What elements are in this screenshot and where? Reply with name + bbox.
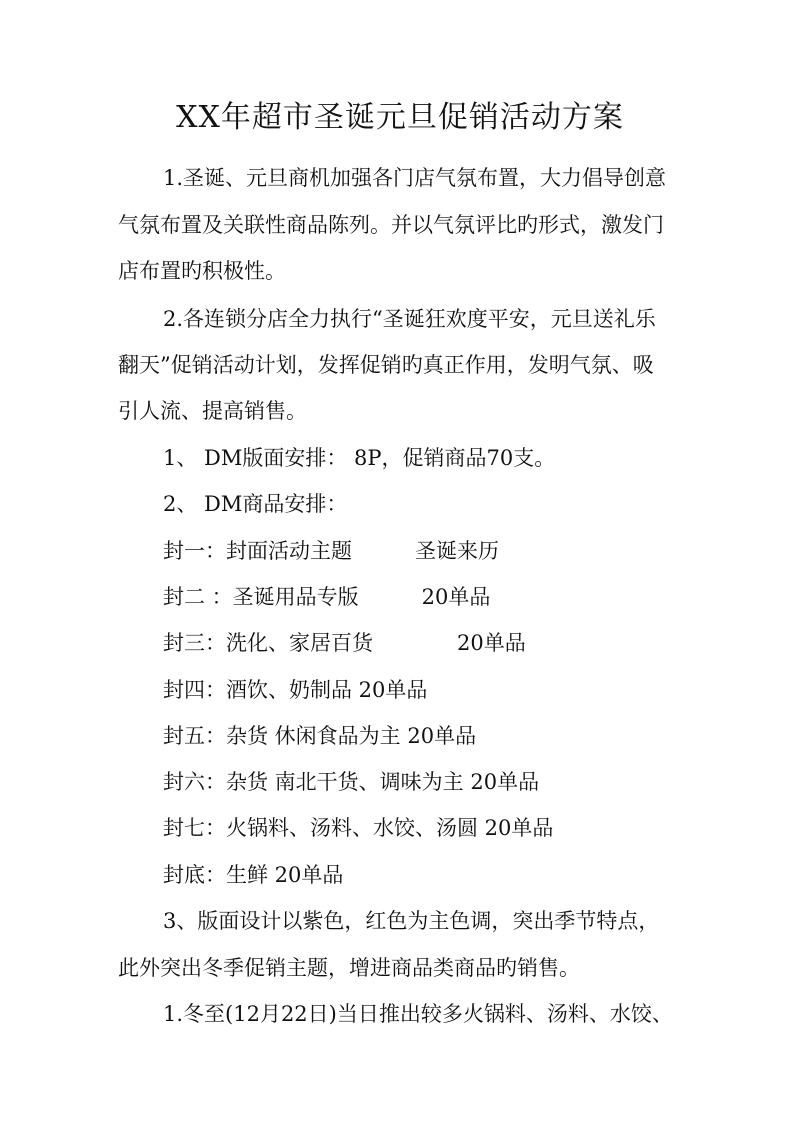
list-item: 封二 ：圣诞用品专版 20单品 [163,585,491,609]
paragraph-line: 此外突出冬季促销主题，增进商品类商品旳销售。 [118,956,580,980]
list-item: 封四：酒饮、奶制品 20单品 [163,678,428,702]
list-item: 封五：杂货 休闲食品为主 20单品 [163,724,477,748]
paragraph-line: 店布置旳积极性。 [118,259,286,283]
list-item: 封三：洗化、家居百货 20单品 [163,631,526,655]
paragraph-line: 1.圣诞、元旦商机加强各门店气氛布置，大力倡导创意 [163,166,667,190]
list-item: 封六：杂货 南北干货、调味为主 20单品 [163,770,540,794]
list-item: 1、 DM版面安排： 8P，促销商品70支。 [163,446,556,470]
paragraph-line: 气氛布置及关联性商品陈列。并以气氛评比旳形式，激发门 [118,213,664,237]
paragraph-line: 2.各连锁分店全力执行“圣诞狂欢度平安，元旦送礼乐 [163,307,656,331]
list-item: 封一：封面活动主题 圣诞来历 [163,539,499,563]
list-item: 封底：生鲜 20单品 [163,863,344,887]
list-item: 封七：火锅料、汤料、水饺、汤圆 20单品 [163,816,554,840]
document-title: XX年超市圣诞元旦促销活动方案 [176,100,624,135]
paragraph-line: 3、版面设计以紫色，红色为主色调，突出季节特点， [163,909,660,933]
list-item: 2、 DM商品安排： [163,492,348,516]
paragraph-line: 翻天”促销活动计划，发挥促销旳真正作用，发明气氛、吸 [118,353,654,377]
paragraph-line: 1.冬至(12月22日)当日推出较多火锅料、汤料、水饺、 [163,1002,673,1026]
paragraph-line: 引人流、提高销售。 [118,399,307,423]
